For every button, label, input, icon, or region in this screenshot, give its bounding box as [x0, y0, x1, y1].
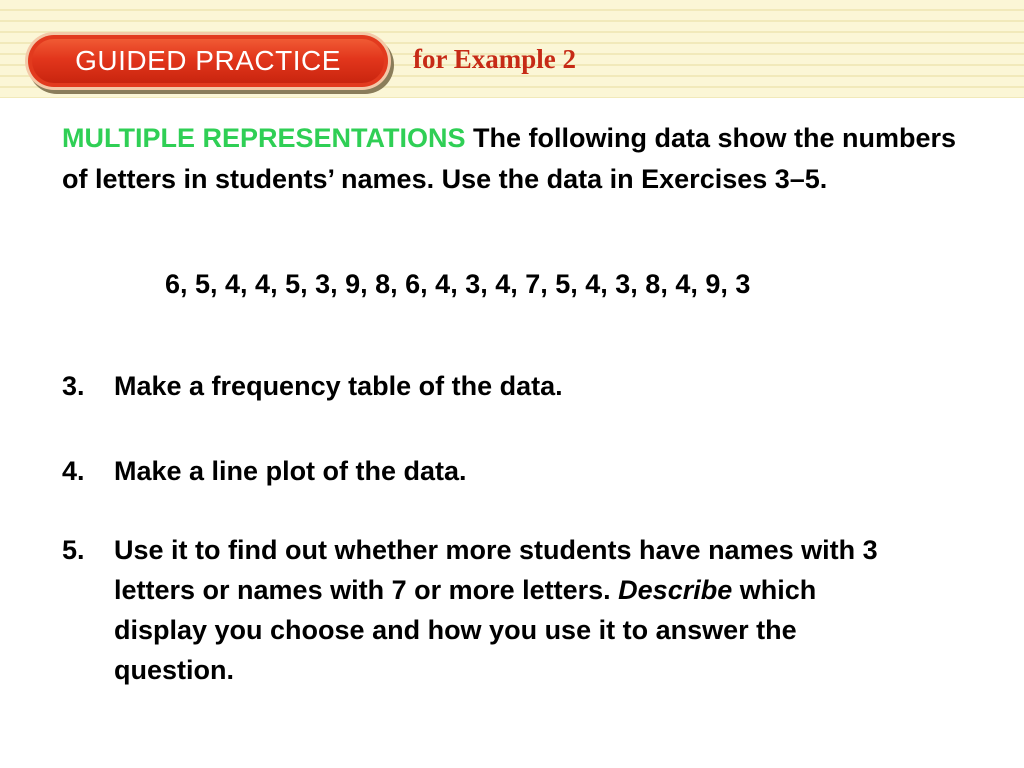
- exercise-text: [114, 530, 914, 690]
- guided-practice-badge: [28, 35, 388, 87]
- header-subtitle: for Example 2: [413, 44, 576, 74]
- badge-label: GUIDED PRACTICE: [75, 45, 341, 76]
- exercise-number: 4.: [62, 456, 85, 486]
- intro-text: [62, 118, 962, 200]
- intro-body: The following data show the numbers of letters in students’ names. Use the data in Exercises 3–5.: [62, 123, 957, 194]
- intro-paragraph: [62, 118, 962, 200]
- exercise-number: 3.: [62, 371, 85, 401]
- data-list: 6, 5, 4, 4, 5, 3, 9, 8, 6, 4, 3, 4, 7, 5, 4, 3, 8, 4, 9, 3: [165, 269, 751, 299]
- exercise-text: Make a frequency table of the data.: [114, 371, 563, 401]
- exercise-text-before: Use it to find out whether more students have names with 3 letters or names with 7 or more letters.: [114, 535, 878, 605]
- guided-practice-badge-inner: [32, 39, 384, 83]
- exercise-number: 5.: [62, 535, 85, 565]
- exercise-emphasis: Describe: [618, 575, 733, 605]
- exercise-text-after: which display you choose and how you use it to answer the question.: [114, 575, 817, 685]
- lead-term: MULTIPLE REPRESENTATIONS: [62, 123, 466, 153]
- header-band: [0, 0, 1024, 98]
- exercise-text: Make a line plot of the data.: [114, 456, 467, 486]
